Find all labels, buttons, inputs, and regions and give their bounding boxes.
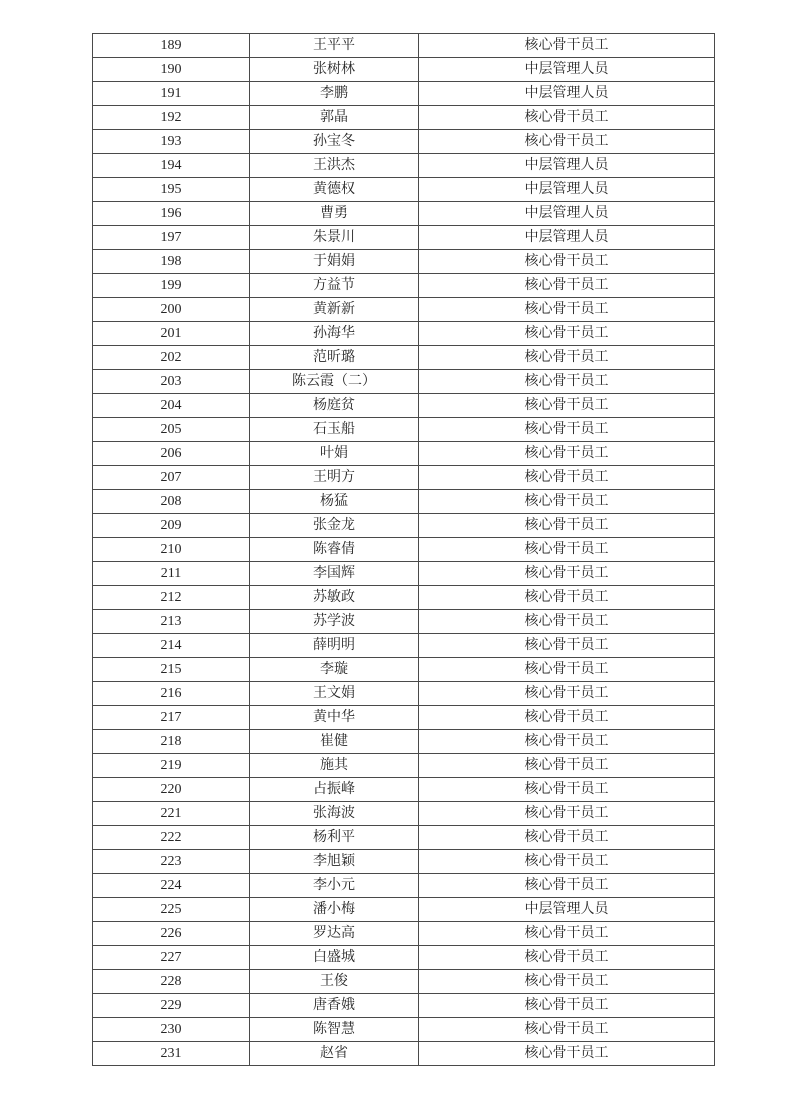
row-number-cell: 230: [93, 1018, 250, 1042]
employee-category-cell: 中层管理人员: [419, 898, 715, 922]
table-row: [93, 1018, 715, 1042]
row-number-cell: 192: [93, 106, 250, 130]
employee-category-cell: 核心骨干员工: [419, 250, 715, 274]
table-row: [93, 562, 715, 586]
employee-category-cell: 中层管理人员: [419, 226, 715, 250]
employee-category-cell: 核心骨干员工: [419, 538, 715, 562]
row-number-cell: 221: [93, 802, 250, 826]
employee-category-cell: 核心骨干员工: [419, 394, 715, 418]
row-number-cell: 227: [93, 946, 250, 970]
row-number-cell: 224: [93, 874, 250, 898]
table-row: [93, 922, 715, 946]
row-number-cell: 225: [93, 898, 250, 922]
employee-category-cell: 核心骨干员工: [419, 682, 715, 706]
employee-category-cell: 核心骨干员工: [419, 490, 715, 514]
table-row: [93, 298, 715, 322]
employee-name-cell: 唐香娥: [250, 994, 419, 1018]
employee-name-cell: 张海波: [250, 802, 419, 826]
employee-name-cell: 朱景川: [250, 226, 419, 250]
table-row: [93, 874, 715, 898]
employee-name-cell: 黄德权: [250, 178, 419, 202]
table-row: [93, 466, 715, 490]
row-number-cell: 205: [93, 418, 250, 442]
table-row: [93, 346, 715, 370]
table-row: [93, 658, 715, 682]
employee-name-cell: 王明方: [250, 466, 419, 490]
table-row: [93, 586, 715, 610]
row-number-cell: 202: [93, 346, 250, 370]
table-row: [93, 754, 715, 778]
employee-name-cell: 张金龙: [250, 514, 419, 538]
employee-name-cell: 李国辉: [250, 562, 419, 586]
employee-category-cell: 核心骨干员工: [419, 778, 715, 802]
employee-category-cell: 核心骨干员工: [419, 970, 715, 994]
table-row: [93, 850, 715, 874]
employee-category-cell: 核心骨干员工: [419, 658, 715, 682]
employee-category-cell: 核心骨干员工: [419, 298, 715, 322]
row-number-cell: 200: [93, 298, 250, 322]
employee-name-cell: 苏学波: [250, 610, 419, 634]
table-row: [93, 634, 715, 658]
employee-name-cell: 潘小梅: [250, 898, 419, 922]
row-number-cell: 209: [93, 514, 250, 538]
table-row: [93, 178, 715, 202]
employee-category-cell: 核心骨干员工: [419, 322, 715, 346]
employee-name-cell: 陈云霞（二）: [250, 370, 419, 394]
employee-name-cell: 王平平: [250, 34, 419, 58]
employee-category-cell: 核心骨干员工: [419, 922, 715, 946]
employee-name-cell: 孙海华: [250, 322, 419, 346]
employee-category-cell: 中层管理人员: [419, 202, 715, 226]
employee-name-cell: 叶娟: [250, 442, 419, 466]
employee-name-cell: 崔健: [250, 730, 419, 754]
employee-name-cell: 李小元: [250, 874, 419, 898]
row-number-cell: 216: [93, 682, 250, 706]
row-number-cell: 228: [93, 970, 250, 994]
employee-name-cell: 孙宝冬: [250, 130, 419, 154]
employee-name-cell: 陈智慧: [250, 1018, 419, 1042]
table-row: [93, 898, 715, 922]
employee-name-cell: 郭晶: [250, 106, 419, 130]
row-number-cell: 206: [93, 442, 250, 466]
table-row: [93, 82, 715, 106]
employee-category-cell: 核心骨干员工: [419, 466, 715, 490]
employee-category-cell: 核心骨干员工: [419, 106, 715, 130]
employee-category-cell: 核心骨干员工: [419, 1018, 715, 1042]
employee-category-cell: 核心骨干员工: [419, 1042, 715, 1066]
row-number-cell: 222: [93, 826, 250, 850]
employee-category-cell: 核心骨干员工: [419, 946, 715, 970]
row-number-cell: 189: [93, 34, 250, 58]
employee-category-cell: 中层管理人员: [419, 58, 715, 82]
row-number-cell: 210: [93, 538, 250, 562]
employee-name-cell: 李旭颖: [250, 850, 419, 874]
employee-name-cell: 王俊: [250, 970, 419, 994]
row-number-cell: 201: [93, 322, 250, 346]
employee-roster-table-body: [93, 34, 715, 1066]
employee-name-cell: 施其: [250, 754, 419, 778]
employee-name-cell: 方益节: [250, 274, 419, 298]
table-row: [93, 610, 715, 634]
table-row: [93, 538, 715, 562]
employee-category-cell: 核心骨干员工: [419, 274, 715, 298]
employee-name-cell: 占振峰: [250, 778, 419, 802]
employee-category-cell: 核心骨干员工: [419, 130, 715, 154]
employee-category-cell: 核心骨干员工: [419, 634, 715, 658]
employee-category-cell: 核心骨干员工: [419, 442, 715, 466]
row-number-cell: 219: [93, 754, 250, 778]
employee-category-cell: 核心骨干员工: [419, 874, 715, 898]
employee-category-cell: 核心骨干员工: [419, 730, 715, 754]
employee-category-cell: 核心骨干员工: [419, 586, 715, 610]
table-row: [93, 58, 715, 82]
employee-name-cell: 陈睿倩: [250, 538, 419, 562]
employee-category-cell: 核心骨干员工: [419, 562, 715, 586]
table-row: [93, 706, 715, 730]
row-number-cell: 214: [93, 634, 250, 658]
employee-name-cell: 于娟娟: [250, 250, 419, 274]
table-row: [93, 946, 715, 970]
employee-name-cell: 石玉船: [250, 418, 419, 442]
employee-category-cell: 核心骨干员工: [419, 34, 715, 58]
table-row: [93, 730, 715, 754]
employee-category-cell: 中层管理人员: [419, 178, 715, 202]
table-row: [93, 418, 715, 442]
row-number-cell: 231: [93, 1042, 250, 1066]
row-number-cell: 203: [93, 370, 250, 394]
table-row: [93, 34, 715, 58]
row-number-cell: 208: [93, 490, 250, 514]
row-number-cell: 194: [93, 154, 250, 178]
row-number-cell: 196: [93, 202, 250, 226]
table-row: [93, 1042, 715, 1066]
row-number-cell: 220: [93, 778, 250, 802]
employee-category-cell: 核心骨干员工: [419, 346, 715, 370]
employee-category-cell: 核心骨干员工: [419, 370, 715, 394]
row-number-cell: 229: [93, 994, 250, 1018]
employee-category-cell: 中层管理人员: [419, 154, 715, 178]
row-number-cell: 198: [93, 250, 250, 274]
table-row: [93, 154, 715, 178]
table-row: [93, 130, 715, 154]
table-row: [93, 514, 715, 538]
row-number-cell: 213: [93, 610, 250, 634]
row-number-cell: 193: [93, 130, 250, 154]
row-number-cell: 195: [93, 178, 250, 202]
table-row: [93, 442, 715, 466]
employee-category-cell: 核心骨干员工: [419, 706, 715, 730]
row-number-cell: 191: [93, 82, 250, 106]
row-number-cell: 211: [93, 562, 250, 586]
row-number-cell: 215: [93, 658, 250, 682]
table-row: [93, 106, 715, 130]
table-row: [93, 226, 715, 250]
employee-name-cell: 苏敏政: [250, 586, 419, 610]
row-number-cell: 199: [93, 274, 250, 298]
row-number-cell: 197: [93, 226, 250, 250]
table-row: [93, 994, 715, 1018]
row-number-cell: 218: [93, 730, 250, 754]
employee-name-cell: 罗达高: [250, 922, 419, 946]
table-row: [93, 490, 715, 514]
employee-name-cell: 李璇: [250, 658, 419, 682]
employee-category-cell: 核心骨干员工: [419, 826, 715, 850]
row-number-cell: 226: [93, 922, 250, 946]
table-row: [93, 826, 715, 850]
employee-name-cell: 白盛城: [250, 946, 419, 970]
row-number-cell: 190: [93, 58, 250, 82]
employee-name-cell: 王洪杰: [250, 154, 419, 178]
table-row: [93, 250, 715, 274]
employee-category-cell: 核心骨干员工: [419, 610, 715, 634]
employee-category-cell: 中层管理人员: [419, 82, 715, 106]
employee-name-cell: 王文娟: [250, 682, 419, 706]
employee-category-cell: 核心骨干员工: [419, 802, 715, 826]
table-row: [93, 202, 715, 226]
employee-name-cell: 黄新新: [250, 298, 419, 322]
row-number-cell: 207: [93, 466, 250, 490]
employee-category-cell: 核心骨干员工: [419, 514, 715, 538]
employee-category-cell: 核心骨干员工: [419, 418, 715, 442]
table-row: [93, 970, 715, 994]
row-number-cell: 212: [93, 586, 250, 610]
table-row: [93, 322, 715, 346]
row-number-cell: 204: [93, 394, 250, 418]
employee-name-cell: 黄中华: [250, 706, 419, 730]
table-row: [93, 394, 715, 418]
employee-name-cell: 范昕璐: [250, 346, 419, 370]
table-row: [93, 274, 715, 298]
employee-name-cell: 曹勇: [250, 202, 419, 226]
table-row: [93, 778, 715, 802]
employee-category-cell: 核心骨干员工: [419, 850, 715, 874]
employee-category-cell: 核心骨干员工: [419, 754, 715, 778]
row-number-cell: 223: [93, 850, 250, 874]
table-row: [93, 370, 715, 394]
employee-name-cell: 杨猛: [250, 490, 419, 514]
employee-category-cell: 核心骨干员工: [419, 994, 715, 1018]
table-row: [93, 682, 715, 706]
employee-name-cell: 张树林: [250, 58, 419, 82]
employee-name-cell: 薛明明: [250, 634, 419, 658]
employee-name-cell: 杨庭贫: [250, 394, 419, 418]
employee-name-cell: 李鹏: [250, 82, 419, 106]
employee-name-cell: 赵省: [250, 1042, 419, 1066]
employee-name-cell: 杨利平: [250, 826, 419, 850]
table-row: [93, 802, 715, 826]
row-number-cell: 217: [93, 706, 250, 730]
employee-roster-table: [92, 33, 715, 1066]
